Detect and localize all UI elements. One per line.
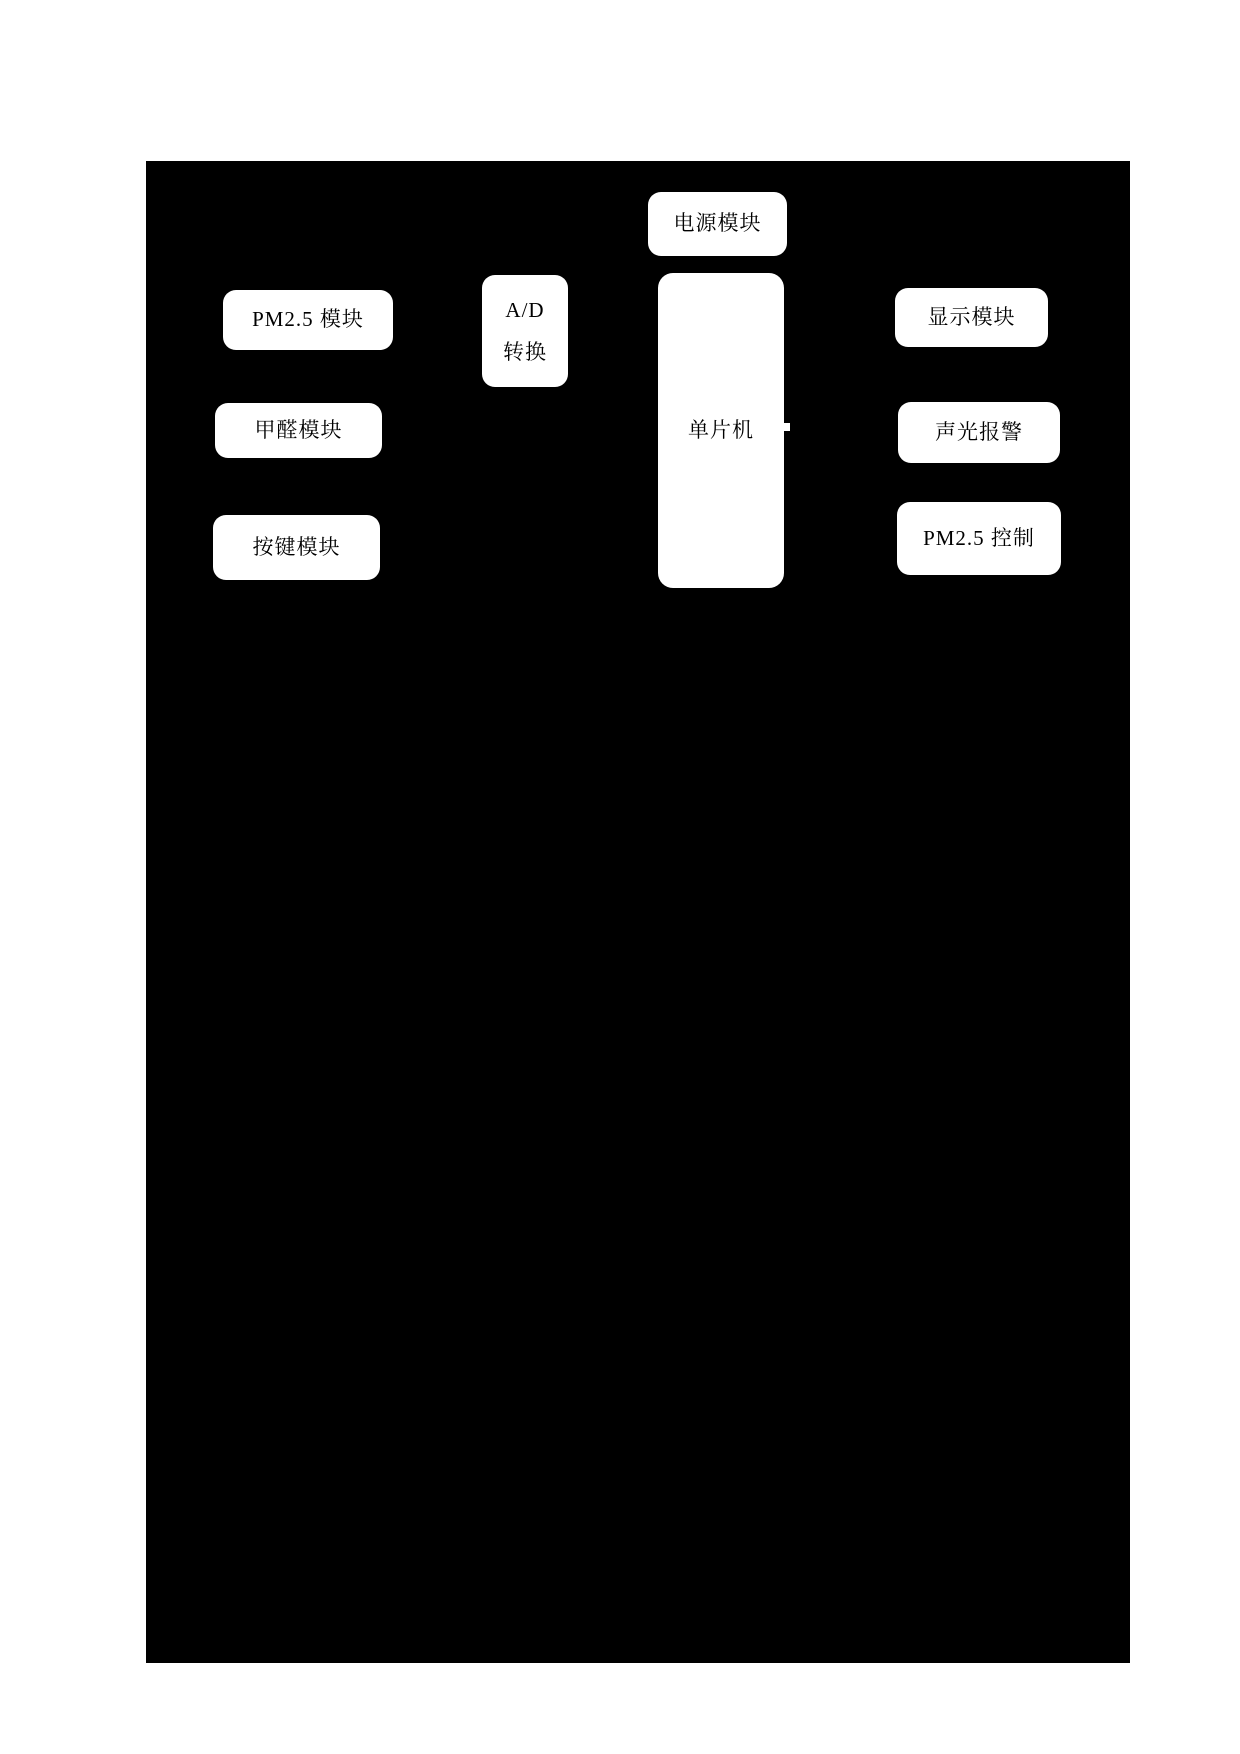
node-formaldehyde-module xyxy=(215,403,382,458)
node-ad-converter xyxy=(482,275,568,387)
node-ad-converter-label-line2: 转换 xyxy=(503,340,547,364)
node-pm25-control-label: PM2.5 控制 xyxy=(923,525,1035,550)
node-display-module xyxy=(895,288,1048,347)
node-formaldehyde-module-label: 甲醛模块 xyxy=(254,417,343,442)
node-pm25-module-label: PM2.5 模块 xyxy=(252,307,364,332)
node-display-module-label: 显示模块 xyxy=(927,304,1016,329)
node-power-module xyxy=(648,192,787,256)
node-power-module-label: 电源模块 xyxy=(673,211,762,236)
node-mcu-label: 单片机 xyxy=(688,417,754,442)
node-ad-converter-label-line1: A/D xyxy=(505,298,545,322)
node-key-module-label: 按键模块 xyxy=(252,534,341,559)
node-key-module xyxy=(213,515,380,580)
node-pm25-control xyxy=(897,502,1061,575)
diagram-canvas xyxy=(146,161,1130,1663)
node-sound-light-alarm xyxy=(898,402,1060,463)
node-mcu xyxy=(658,273,784,588)
node-pm25-module xyxy=(223,290,393,350)
node-sound-light-alarm-label: 声光报警 xyxy=(935,419,1023,444)
mcu-right-connector-stub xyxy=(783,423,790,431)
